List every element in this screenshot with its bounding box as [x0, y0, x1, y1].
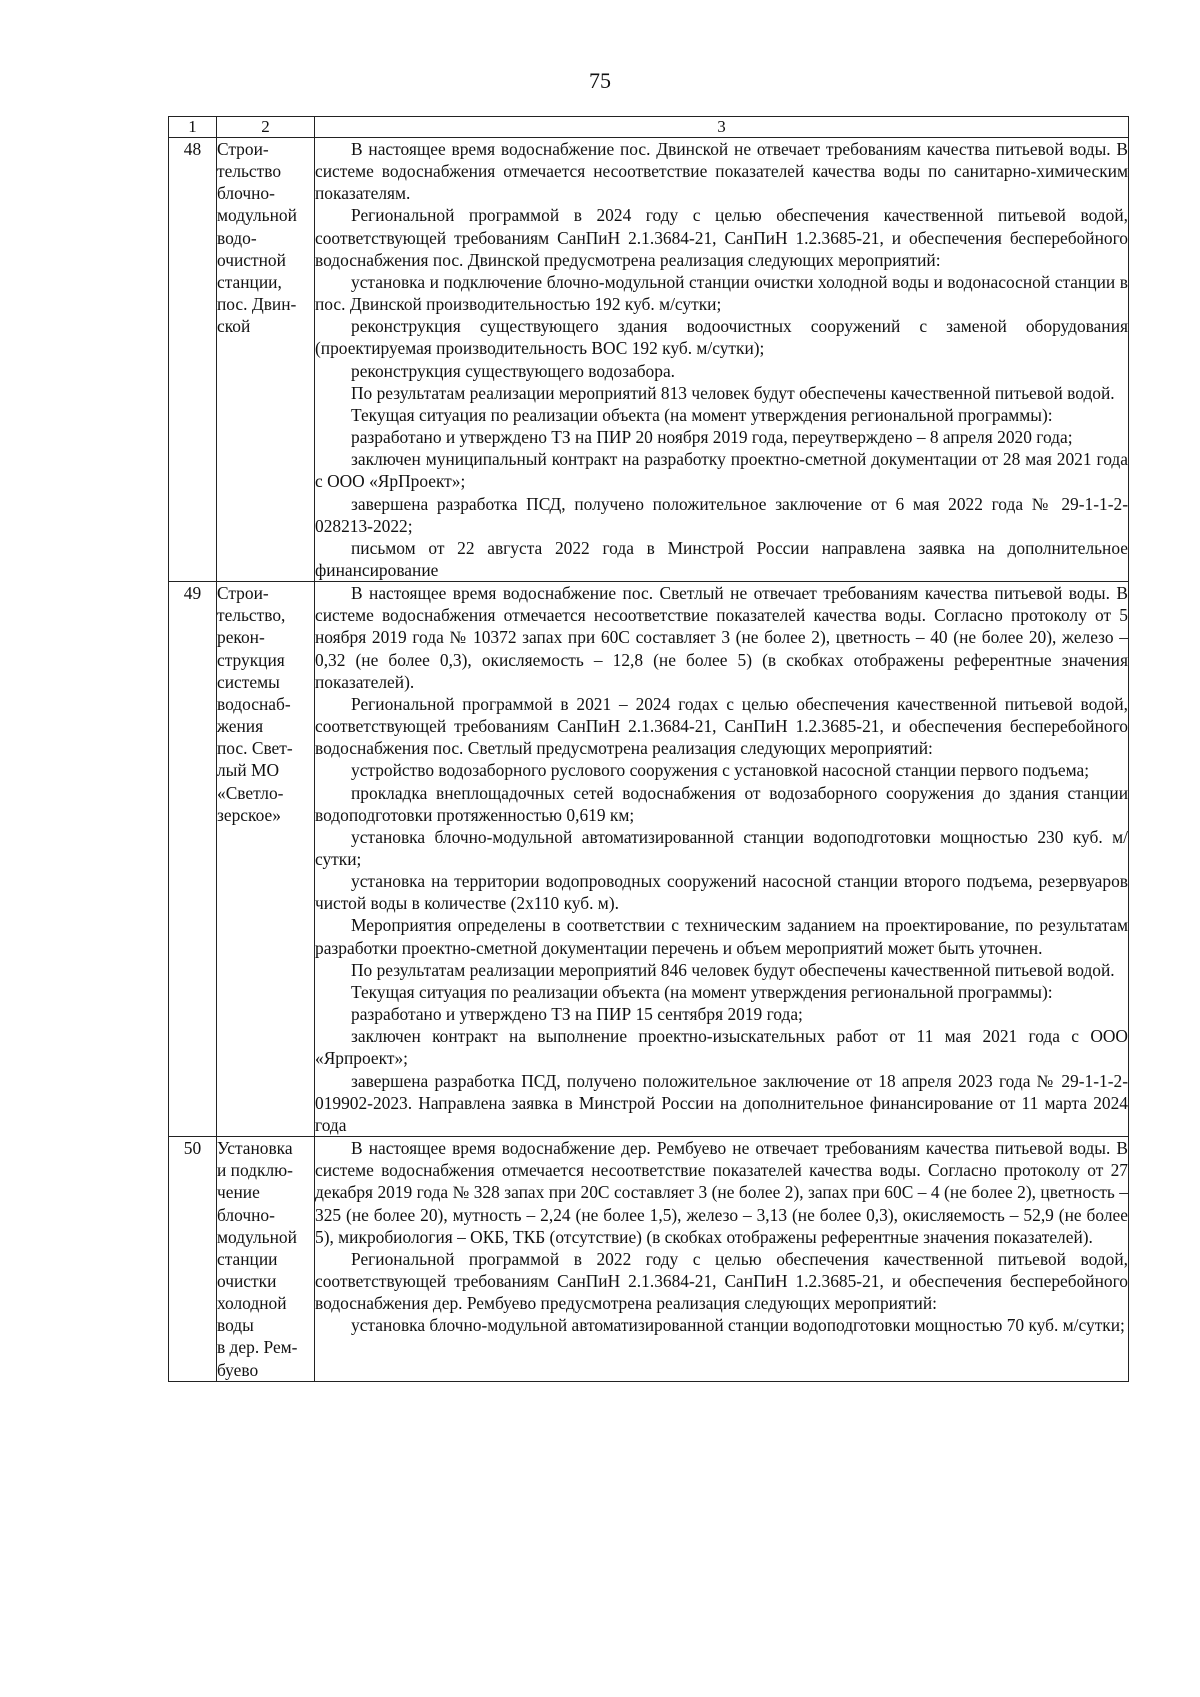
description-paragraph: Региональной программой в 2022 году с целью обеспечения качественной питьевой водой, соответствующей требованиям СанПиН 2.1.3684-21, СанПиН 1.2.3685-21, и обеспечения бесперебойного водоснабжения дер. Рембуево предусмотрена реализация следующих мероприятий:: [315, 1248, 1128, 1314]
description-paragraph: установка блочно-модульной автоматизированной станции водоподготовки мощностью 230 куб. м/сутки;: [315, 826, 1128, 869]
description-paragraph: В настоящее время водоснабжение пос. Двинской не отвечает требованиям качества питьевой воды. В системе водоснабжения отмечается несоответствие показателей качества воды по санитарно-химическим показателям.: [315, 139, 1128, 204]
column-header: 3: [315, 117, 1129, 138]
row-number: 48: [169, 138, 217, 582]
description-paragraph: завершена разработка ПСД, получено положительное заключение от 18 апреля 2023 года № 29-1-1-2-019902-2023. Направлена заявка в Минстрой России на дополнительное финансирование от 11 марта 2024 года: [315, 1070, 1128, 1135]
description-paragraph: заключен муниципальный контракт на разработку проектно-сметной документации от 28 мая 2021 года с ООО «ЯрПроект»;: [315, 449, 1128, 492]
description-paragraph: заключен контракт на выполнение проектно-изыскательных работ от 11 мая 2021 года с ООО «Ярпроект»;: [315, 1026, 1128, 1069]
column-header: 2: [217, 117, 315, 138]
column-header: 1: [169, 117, 217, 138]
description-paragraph: Региональной программой в 2024 году с целью обеспечения качественной питьевой водой, соответствующей требованиям СанПиН 2.1.3684-21, СанПиН 1.2.3685-21, и обеспечения бесперебойного водоснабжения пос. Двинской предусмотрена реализация следующих мероприятий:: [315, 205, 1128, 270]
table-row: [169, 582, 1129, 1137]
description-paragraph: В настоящее время водоснабжение пос. Светлый не отвечает требованиям качества питьевой воды. В системе водоснабжения отмечается несоответствие показателей качества воды. Согласно протоколу от 5 ноября 2019 года № 10372 запах при 60С составляет 3 (не более 2), цветность – 40 (не более 20), железо – 0,32 (не более 0,3), окисляемость – 12,8 (не более 5) (в скобках отображены референтные значения показателей).: [315, 583, 1128, 692]
description-cell: [315, 582, 1129, 1137]
description-paragraph: установка и подключение блочно-модульной станции очистки холодной воды и водонасосной станции в пос. Двинской производительностью 192 куб. м/сутки;: [315, 271, 1128, 315]
description-paragraph: устройство водозаборного руслового сооружения с установкой насосной станции первого подъема;: [351, 760, 1090, 781]
object-name: Строи- тельство, рекон- струкция системы водоснаб- жения пос. Свет- лый МО «Светло- зерское»: [217, 582, 315, 1137]
measures-table: [168, 116, 1129, 1382]
description-paragraph: письмом от 22 августа 2022 года в Минстрой России направлена заявка на дополнительное финансирование: [315, 537, 1128, 580]
description-paragraph: разработано и утверждено ТЗ на ПИР 15 сентября 2019 года;: [351, 1004, 803, 1025]
description-cell: [315, 138, 1129, 582]
table-header-row: [169, 117, 1129, 138]
description-paragraph: Региональной программой в 2021 – 2024 годах с целью обеспечения качественной питьевой водой, соответствующей требованиям СанПиН 2.1.3684-21, СанПиН 1.2.3685-21, и обеспечения бесперебойного водоснабжения пос. Светлый предусмотрена реализация следующих мероприятий:: [315, 693, 1128, 759]
description-paragraph: разработано и утверждено ТЗ на ПИР 20 ноября 2019 года, переутверждено – 8 апреля 2020 года;: [351, 427, 1073, 448]
description-paragraph: прокладка внеплощадочных сетей водоснабжения от водозаборного сооружения до здания станции водоподготовки протяженностью 0,619 км;: [315, 782, 1128, 825]
description-cell: [315, 1137, 1129, 1382]
table-row: [169, 138, 1129, 582]
description-paragraph: В настоящее время водоснабжение дер. Рембуево не отвечает требованиям качества питьевой воды. В системе водоснабжения отмечается несоответствие показателей качества воды. Согласно протоколу от 27 декабря 2019 года № 328 запах при 20С составляет 3 (не более 2), запах при 60С – 4 (не более 2), цветность – 325 (не более 20), мутность – 2,24 (не более 1,5), железо – 3,13 (не более 0,3), окисляемость – 52,9 (не более 5), микробиология – ОКБ, ТКБ (отсутствие) (в скобках отображены референтные значения показателей).: [315, 1138, 1128, 1247]
description-paragraph: Текущая ситуация по реализации объекта (на момент утверждения региональной программы):: [351, 404, 1053, 425]
object-name: Установка и подклю- чение блочно- модульной станции очистки холодной воды в дер. Рем- буево: [217, 1137, 315, 1382]
object-name: Строи- тельство блочно- модульной водо- очистной станции, пос. Двин- ской: [217, 138, 315, 582]
description-paragraph: установка блочно-модульной автоматизированной станции водоподготовки мощностью 70 куб. м/сутки;: [351, 1315, 1125, 1336]
description-paragraph: По результатам реализации мероприятий 813 человек будут обеспечены качественной питьевой водой.: [351, 382, 1115, 403]
description-paragraph: Текущая ситуация по реализации объекта (на момент утверждения региональной программы):: [351, 981, 1053, 1002]
description-paragraph: установка на территории водопроводных сооружений насосной станции второго подъема, резервуаров чистой воды в количестве (2х110 куб. м).: [315, 871, 1128, 914]
description-paragraph: Мероприятия определены в соответствии с техническим заданием на проектирование, по результатам разработки проектно-сметной документации перечень и объем мероприятий может быть уточнен.: [315, 915, 1128, 958]
table-row: [169, 1137, 1129, 1382]
description-paragraph: По результатам реализации мероприятий 846 человек будут обеспечены качественной питьевой водой.: [351, 959, 1115, 980]
row-number: 49: [169, 582, 217, 1137]
description-paragraph: реконструкция существующего здания водоочистных сооружений с заменой оборудования (проектируемая производительность ВОС 192 куб. м/сутки);: [315, 316, 1128, 359]
description-paragraph: завершена разработка ПСД, получено положительное заключение от 6 мая 2022 года № 29-1-1-2-028213-2022;: [315, 493, 1128, 536]
page-number: 75: [589, 68, 611, 93]
description-paragraph: реконструкция существующего водозабора.: [351, 360, 676, 381]
row-number: 50: [169, 1137, 217, 1382]
